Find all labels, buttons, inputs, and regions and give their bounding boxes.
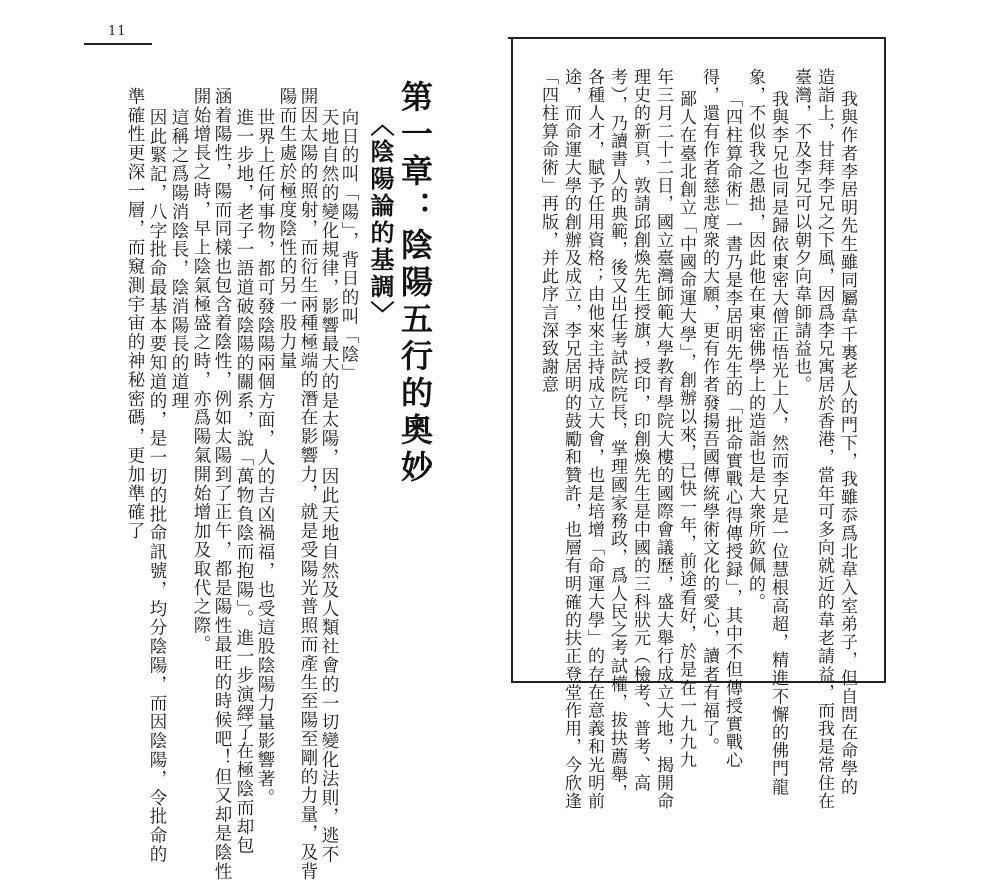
right-column-3: 臺灣，不及李兄可以朝夕向韋師請益也。 [791,68,811,394]
right-column-10: 理史的新頁，敦請邱創煥先生授旗，授印，印創煥先生是中國的三科狀元（檢考、普考、高 [630,68,650,792]
right-column-2: 造詣上，甘拜李兄之下風，因爲李兄寓居於香港，當年可多向就近的韋老請益，而我是常住在 [814,68,834,811]
right-column-14: 「四柱算命術」再版，并此序言深致謝意 [538,68,558,394]
left-column-10: 因此緊記，八字批命最基本要知道的，是一切的批命訊號，均分陰陽，而因陰陽，令批命的 [147,108,167,864]
right-column-13: 途，而命運大學的創辦及成立，李兄居明的鼓勵和贊許，也層有明確的扶正登堂作用，今欣逢 [561,68,581,811]
right-column-6: 「四柱算命術」一書乃是李居明先生的「批命實戰心得傳授録」，其中不但傳授實戰心 [722,90,742,770]
left-column-11: 準確性更深一層，而窺測宇宙的神秘密碼，更加準確了 [125,87,145,541]
left-column-8: 開始增長之時，早上陰氣極盛之時，亦爲陽氣開始增加及取代之際。 [191,87,211,654]
left-column-9: 這稱之爲陽消陰長，陰消陽長的道理 [169,108,189,411]
left-column-6: 進一步地，老子一語道破陰陽的關系，說「萬物負陰而抱陽」。進一步演繹了在極陰而却包 [234,108,254,856]
right-column-1: 我與作者李居明先生雖同屬韋千裏老人的門下，我雖忝爲北韋入室弟子，但自問在命學的 [837,90,857,796]
right-column-12: 各種人才，賦予任用資格；由他來主持成立大會，也是培增「命運大學」的存在意義和光明前 [584,68,604,811]
left-column-2: 天地自然的變化規律，影響最大的是太陽，因此天地自然及人類社會的一切變化法則，逃不 [319,108,339,864]
right-column-9: 年三月二十二日，國立臺灣師範大學教育學院大樓的國際會議歷，盛大舉行成立大地，揭開命 [653,68,673,811]
right-column-8: 鄙人在臺北創立「中國命運大學」，創辦以來，已快一年，前途看好，於是在一九九九 [676,90,696,770]
right-column-11: 考），乃讀書人的典範，後又出任考試院院長，掌理國家務政，爲人民之考試權，拔抉薦舉， [607,68,627,802]
section-title: 〈陰陽論的基調〉 [366,112,394,328]
left-column-4: 陽而生處於極度陰性的另一股力量 [277,87,297,371]
left-column-1: 向日的叫「陽」，背日的叫「陰」 [339,108,359,383]
page-number: 11 [108,24,127,39]
right-column-5: 象，不似我之愚拙，因此他在東密佛學上的造詣也是大衆所欽佩的。 [745,68,765,611]
frame-corner [508,37,514,39]
page-number-rule [84,43,152,45]
left-column-5: 世界上任何事物，都可發陰陽兩個方面，人的吉凶禍福，也受這股陰陽力量影響著。 [255,108,275,808]
left-column-7: 涵着陽性，陽而同樣也包含着陰性，例如太陽到了正午，都是陽性最旺的時候吧！但又却是陰性 [212,87,232,881]
right-column-7: 得，還有作者慈悲度衆的大願，更有作者發揚吾國傳統學術文化的愛心，讀者有福了。 [699,68,719,756]
right-column-4: 我與李兄也同是歸依東密大僧正悟光上人，然而李兄是一位慧根高超，精進不懈的佛門龍 [768,90,788,796]
left-column-3: 開因太陽的照射，而衍生兩種極端的潛在影響力，就是受陽光普照而產生至陽至剛的力量，及背 [298,87,318,881]
chapter-title: 第一章：陰陽五行的奧妙 [396,80,434,487]
